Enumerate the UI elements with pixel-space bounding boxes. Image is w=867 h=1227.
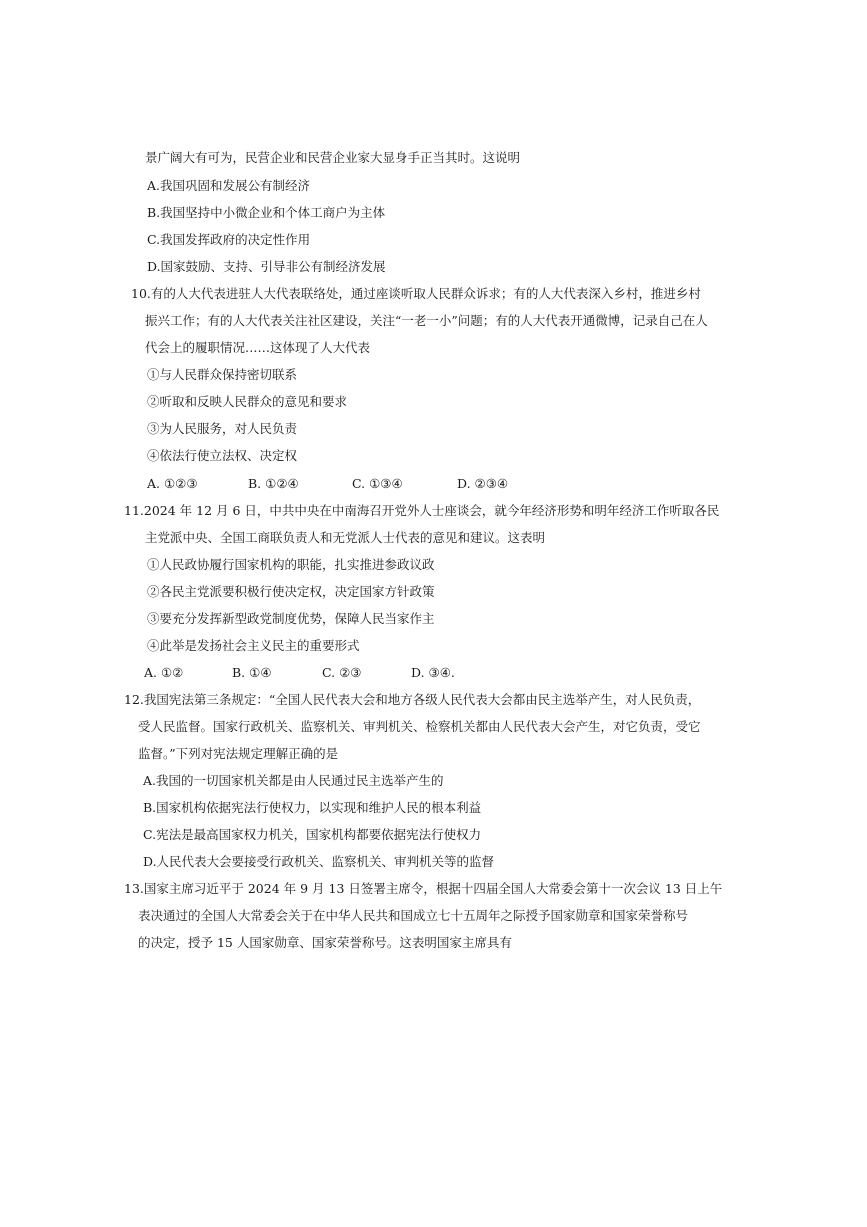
q11-stem-line-2: 主党派中央、全国工商联负责人和无党派人士代表的意见和建议。这表明 (145, 530, 546, 545)
q11-choice-b: B. ①④ (232, 665, 272, 680)
q10-item-1: ①与人民群众保持密切联系 (147, 367, 298, 382)
q10-stem-line-3: 代会上的履职情况……这体现了人大代表 (145, 340, 371, 355)
q11-item-2: ②各民主党派要积极行使决定权，决定国家方针政策 (147, 584, 435, 599)
q10-item-4: ④依法行使立法权、决定权 (147, 448, 298, 463)
q11-stem-line-1: 11.2024 年 12 月 6 日，中共中央在中南海召开党外人士座谈会，就今年经济形势和明年经济工作听取各民 (124, 503, 720, 518)
q12-option-a: A.我国的一切国家机关都是由人民通过民主选举产生的 (143, 773, 444, 788)
q11-item-1: ①人民政协履行国家机构的职能，扎实推进参政议政 (147, 557, 435, 572)
q10-stem-line-1: 10.有的人大代表进驻人大代表联络处，通过座谈听取人民群众诉求；有的人大代表深入乡村，推进乡村 (131, 286, 701, 301)
q11-item-4: ④此举是发扬社会主义民主的重要形式 (147, 638, 360, 653)
q9-option-c: C.我国发挥政府的决定性作用 (147, 232, 311, 247)
q9-option-b: B.我国坚持中小微企业和个体工商户为主体 (147, 205, 386, 220)
q13-stem-line-2: 表决通过的全国人大常委会关于在中华人民共和国成立七十五周年之际授予国家勋章和国家荣誉称号 (138, 908, 689, 923)
q11-choice-c: C. ②③ (322, 665, 362, 680)
q11-item-3: ③要充分发挥新型政党制度优势，保障人民当家作主 (147, 611, 435, 626)
q9-stem-tail: 景广阔大有可为，民营企业和民营企业家大显身手正当其时。这说明 (145, 150, 521, 165)
q12-option-b: B.国家机构依据宪法行使权力，以实现和维护人民的根本利益 (143, 800, 482, 815)
q10-choice-c: C. ①③④ (352, 476, 403, 491)
q10-choice-a: A. ①②③ (147, 476, 198, 491)
q11-choice-a: A. ①② (144, 665, 184, 680)
q10-choice-d: D. ②③④ (457, 476, 509, 491)
q11-choice-d: D. ③④. (411, 665, 455, 680)
q10-choice-b: B. ①②④ (248, 476, 299, 491)
q12-stem-line-2: 受人民监督。国家行政机关、监察机关、审判机关、检察机关都由人民代表大会产生，对它负责，受它 (138, 719, 701, 734)
q12-option-d: D.人民代表大会要接受行政机关、监察机关、审判机关等的监督 (143, 854, 495, 869)
q12-stem-line-3: 监督。”下列对宪法规定理解正确的是 (138, 746, 339, 761)
q9-option-d: D.国家鼓励、支持、引导非公有制经济发展 (147, 259, 386, 274)
q9-option-a: A.我国巩固和发展公有制经济 (147, 178, 311, 193)
q13-stem-line-3: 的决定，授予 15 人国家勋章、国家荣誉称号。这表明国家主席具有 (138, 935, 512, 950)
q10-item-2: ②听取和反映人民群众的意见和要求 (147, 394, 348, 409)
q10-stem-line-2: 振兴工作；有的人大代表关注社区建设，关注“一老一小”问题；有的人大代表开通微博，记录自己在人 (145, 313, 708, 328)
q12-option-c: C.宪法是最高国家权力机关，国家机构都要依据宪法行使权力 (143, 827, 482, 842)
q13-stem-line-1: 13.国家主席习近平于 2024 年 9 月 13 日签署主席令，根据十四届全国人大常委会第十一次会议 13 日上午 (124, 881, 723, 896)
q12-stem-line-1: 12.我国宪法第三条规定：“全国人民代表大会和地方各级人民代表大会都由民主选举产生，对人民负责， (124, 692, 701, 707)
q10-item-3: ③为人民服务，对人民负责 (147, 421, 298, 436)
